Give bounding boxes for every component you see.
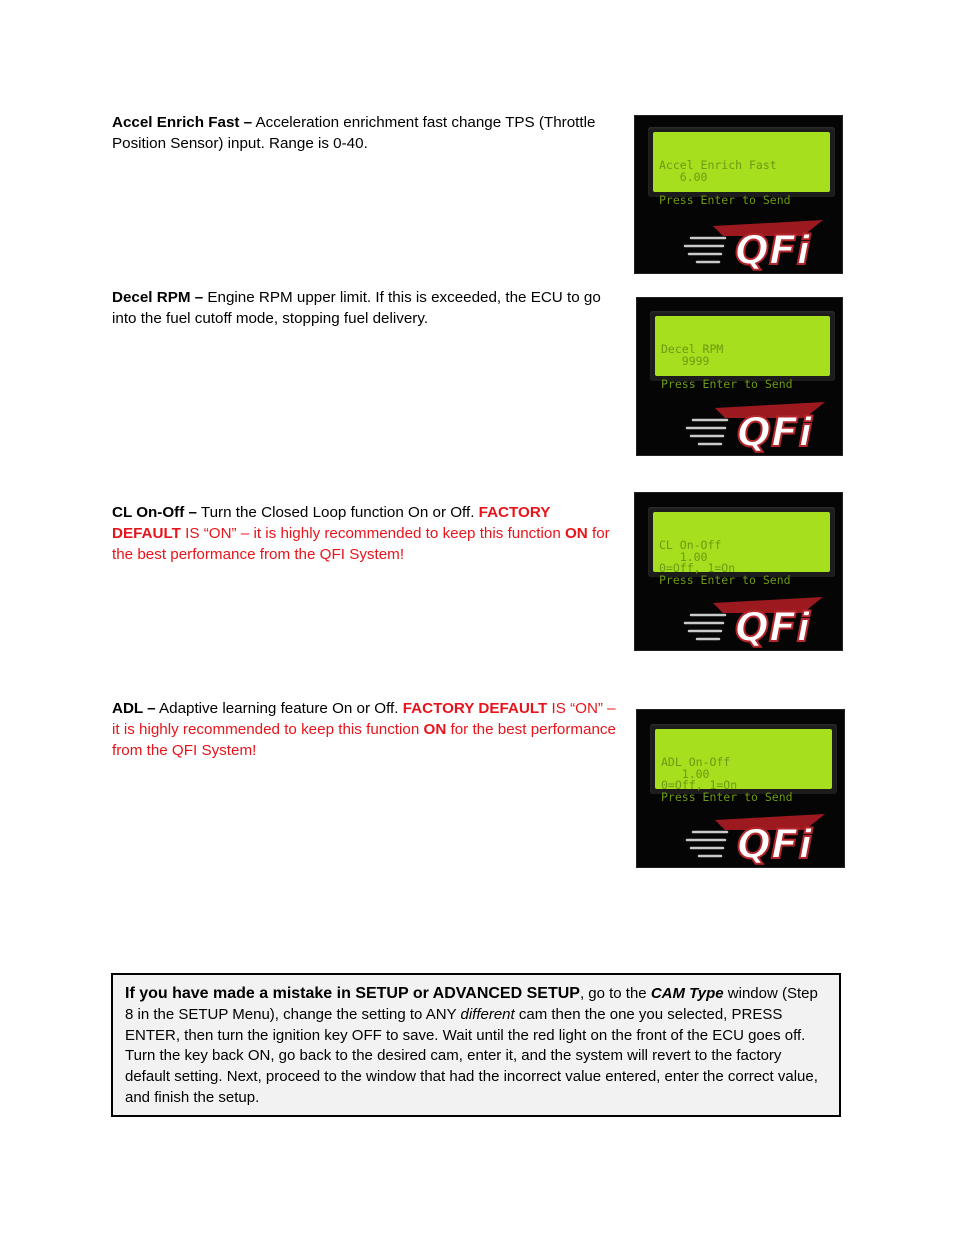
accel-lcd-photo	[634, 115, 843, 274]
adl-is-on-text: IS “ON” – it is highly recommended to keep this function	[112, 700, 616, 738]
note-cam-type: CAM Type	[650, 985, 724, 1002]
qfi-logo-icon	[683, 216, 833, 272]
qfi-logo-icon	[683, 593, 833, 649]
adl-lcd-photo	[636, 709, 845, 868]
adl-description: Adaptive learning feature On or Off.	[155, 700, 403, 717]
cl-is-on-text: IS “ON” – it is highly recommended to keep this function	[180, 524, 565, 542]
qfi-logo-icon	[685, 398, 835, 454]
decel-term: Decel RPM –	[112, 289, 204, 306]
cl-factory-default: FACTORY DEFAULT	[112, 504, 551, 542]
cl-on-off-paragraph	[112, 503, 617, 565]
cl-term: CL On-Off –	[112, 504, 197, 521]
note-text-2: window (Step 8 in the SETUP Menu), change the setting to ANY	[125, 985, 818, 1023]
svg-text:QFi: QFi	[735, 605, 811, 651]
mistake-note-box	[111, 973, 841, 1117]
svg-text:QFi: QFi	[737, 822, 813, 868]
lcd-screen: Accel Enrich Fast 6.00 Press Enter to Send	[653, 132, 830, 192]
accel-description: Acceleration enrichment fast change TPS (Throttle Position Sensor) input. Range is 0-40.	[112, 114, 596, 152]
cl-description: Turn the Closed Loop function On or Off.	[196, 504, 479, 521]
adl-on-emphasis: ON	[423, 720, 447, 738]
lcd-screen: CL On-Off 1.00 0=Off, 1=On Press Enter to Send	[653, 512, 830, 572]
decel-rpm-paragraph	[112, 288, 617, 330]
cl-on-emphasis: ON	[564, 524, 588, 542]
note-different: different	[460, 1005, 515, 1023]
adl-term: ADL –	[112, 700, 156, 717]
decel-description: Engine RPM upper limit. If this is exceeded, the ECU to go into the fuel cutoff mode, stopping fuel delivery.	[112, 289, 601, 327]
accel-enrich-fast-paragraph	[112, 113, 617, 155]
lcd-screen: Decel RPM 9999 Press Enter to Send	[655, 316, 830, 376]
accel-term: Accel Enrich Fast –	[112, 114, 253, 131]
note-lead: If you have made a mistake in SETUP or ADVANCED SETUP	[125, 985, 580, 1002]
adl-paragraph	[112, 699, 617, 761]
adl-tail-text: for the best performance from the QFI System!	[112, 720, 616, 759]
cl-lcd-photo	[634, 492, 843, 651]
lcd-screen: ADL On-Off 1.00 0=Off, 1=On Press Enter to Send	[655, 729, 832, 789]
note-text-1: , go to the	[579, 985, 651, 1002]
adl-factory-default: FACTORY DEFAULT	[402, 700, 548, 717]
svg-text:QFi: QFi	[735, 228, 811, 274]
qfi-logo-icon	[685, 810, 835, 866]
svg-text:QFi: QFi	[737, 410, 813, 456]
decel-lcd-photo	[636, 297, 843, 456]
cl-tail-text: for the best performance from the QFI System!	[112, 524, 610, 563]
note-text-3: cam then the one you selected, PRESS ENTER, then turn the ignition key OFF to save. Wait until the red light on the front of the ECU goes off. Turn the key back ON, go back to the desired cam, enter it, and the system will revert to the factory default setting. Next, proceed to the window that had the incorrect value entered, enter the correct value, and finish the setup.	[125, 1005, 818, 1106]
